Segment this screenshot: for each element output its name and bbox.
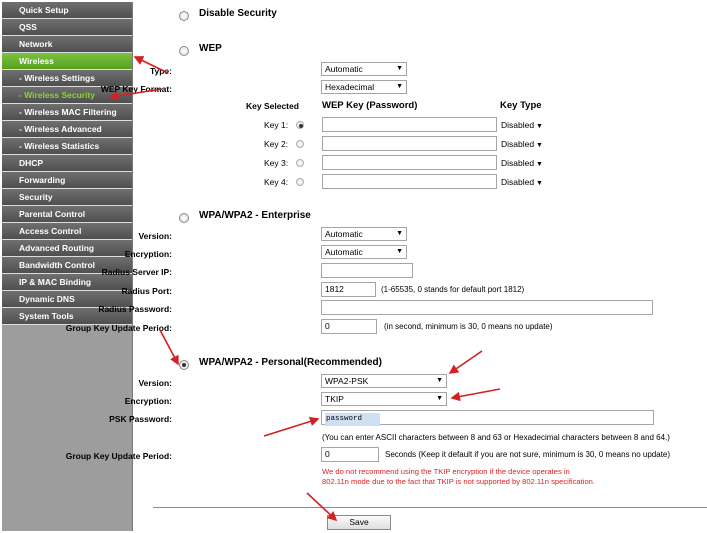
personal-encryption-select[interactable] — [321, 392, 447, 406]
sidebar-item-bandwidth-control[interactable]: Bandwidth Control — [2, 257, 132, 274]
wep-key-radio[interactable] — [296, 178, 304, 186]
wep-key-type-select[interactable] — [501, 139, 543, 149]
tkip-warning — [322, 467, 595, 487]
wep-key-label: Key 4: — [264, 177, 289, 187]
wep-format-label: WEP Key Format: — [100, 84, 172, 94]
sidebar-item-ip-mac-binding[interactable]: IP & MAC Binding — [2, 274, 132, 291]
ent-version-value: Automatic — [325, 229, 363, 239]
wep-type-label: Type: — [149, 66, 172, 76]
wep-key-radio[interactable] — [296, 140, 304, 148]
personal-version-label: Version: — [138, 378, 172, 388]
radius-port-label: Radius Port: — [121, 286, 172, 296]
wep-key-type-select[interactable] — [501, 177, 543, 187]
ent-gkup-input[interactable]: 0 — [321, 319, 377, 334]
enterprise-title: WPA/WPA2 - Enterprise — [199, 210, 311, 221]
ent-encryption-label: Encryption: — [124, 249, 172, 259]
dropdown-arrow-icon: ▼ — [534, 161, 543, 168]
wep-type-select[interactable] — [321, 62, 407, 76]
sidebar-item-wireless-mac-filtering[interactable]: - Wireless MAC Filtering — [2, 104, 132, 121]
tkip-warning-line-1: We do not recommend using the TKIP encryption if the device operates in — [322, 467, 570, 476]
disable-security-title: Disable Security — [199, 8, 277, 19]
psk-password-value: password — [325, 413, 380, 426]
personal-encryption-value: TKIP — [325, 394, 344, 404]
personal-version-select[interactable] — [321, 374, 447, 388]
sidebar-item-dhcp[interactable]: DHCP — [2, 155, 132, 172]
dropdown-arrow-icon: ▼ — [396, 65, 403, 72]
wep-format-value: Hexadecimal — [325, 82, 375, 92]
sidebar-item-access-control[interactable]: Access Control — [2, 223, 132, 240]
wep-key-type-value: Disabled — [501, 139, 535, 149]
personal-encryption-label: Encryption: — [124, 396, 172, 406]
sidebar-item-system-tools[interactable]: System Tools — [2, 308, 132, 325]
ent-gkup-label: Group Key Update Period: — [65, 323, 172, 333]
wep-key-label: Key 3: — [264, 158, 289, 168]
sidebar-item-quick-setup[interactable]: Quick Setup — [2, 2, 132, 19]
radius-ip-label: Radius Server IP: — [101, 267, 172, 277]
radius-ip-input[interactable] — [321, 263, 413, 278]
ent-gkup-note: (in second, minimum is 30, 0 means no update) — [384, 322, 553, 331]
wep-key-radio[interactable] — [296, 121, 304, 129]
wep-key-type-value: Disabled — [501, 158, 535, 168]
personal-gkup-input[interactable]: 0 — [321, 447, 379, 462]
wep-key-label: Key 1: — [264, 120, 289, 130]
sidebar-item-parental-control[interactable]: Parental Control — [2, 206, 132, 223]
personal-gkup-note: Seconds (Keep it default if you are not sure, minimum is 30, 0 means no update) — [385, 450, 671, 459]
personal-radio[interactable] — [179, 360, 189, 370]
wep-key-type-value: Disabled — [501, 177, 535, 187]
dropdown-arrow-icon: ▼ — [534, 142, 543, 149]
wep-key-input[interactable] — [322, 136, 497, 151]
dropdown-arrow-icon: ▼ — [534, 180, 543, 187]
wep-key-type-value: Disabled — [501, 120, 535, 130]
sidebar-item-network[interactable]: Network — [2, 36, 132, 53]
sidebar-item-dynamic-dns[interactable]: Dynamic DNS — [2, 291, 132, 308]
radius-password-label: Radius Password: — [98, 304, 172, 314]
dropdown-arrow-icon: ▼ — [534, 123, 543, 130]
sidebar-item-qss[interactable]: QSS — [2, 19, 132, 36]
ent-version-label: Version: — [138, 231, 172, 241]
sidebar-item-forwarding[interactable]: Forwarding — [2, 172, 132, 189]
sidebar-item-advanced-routing[interactable]: Advanced Routing — [2, 240, 132, 257]
dropdown-arrow-icon: ▼ — [396, 248, 403, 255]
dropdown-arrow-icon: ▼ — [436, 395, 443, 402]
wep-title: WEP — [199, 43, 222, 54]
radius-port-note: (1-65535, 0 stands for default port 1812) — [381, 285, 525, 294]
divider — [153, 507, 707, 508]
sidebar-item-wireless-advanced[interactable]: - Wireless Advanced — [2, 121, 132, 138]
sidebar-item-wireless-security[interactable]: - Wireless Security — [2, 87, 132, 104]
personal-gkup-label: Group Key Update Period: — [65, 451, 172, 461]
wep-key-type-select[interactable] — [501, 158, 543, 168]
col-key-selected: Key Selected — [246, 101, 299, 111]
sidebar-item-wireless[interactable]: Wireless — [2, 53, 132, 70]
psk-password-label: PSK Password: — [109, 414, 172, 424]
personal-title: WPA/WPA2 - Personal(Recommended) — [199, 357, 382, 368]
col-key-type: Key Type — [500, 100, 542, 111]
radius-port-input[interactable]: 1812 — [321, 282, 376, 297]
wep-key-type-select[interactable] — [501, 120, 543, 130]
wep-format-select[interactable] — [321, 80, 407, 94]
wep-key-input[interactable] — [322, 174, 497, 189]
wep-key-radio[interactable] — [296, 159, 304, 167]
wep-key-label: Key 2: — [264, 139, 289, 149]
ent-version-select[interactable] — [321, 227, 407, 241]
ent-encryption-select[interactable] — [321, 245, 407, 259]
ent-encryption-value: Automatic — [325, 247, 363, 257]
dropdown-arrow-icon: ▼ — [396, 230, 403, 237]
disable-security-radio[interactable] — [179, 11, 189, 21]
col-wep-key: WEP Key (Password) — [322, 100, 418, 111]
enterprise-radio[interactable] — [179, 213, 189, 223]
dropdown-arrow-icon: ▼ — [436, 377, 443, 384]
personal-version-value: WPA2-PSK — [325, 376, 369, 386]
wep-type-value: Automatic — [325, 64, 363, 74]
sidebar-item-wireless-settings[interactable]: - Wireless Settings — [2, 70, 132, 87]
radius-password-input[interactable] — [321, 300, 653, 315]
dropdown-arrow-icon: ▼ — [396, 83, 403, 90]
wep-radio[interactable] — [179, 46, 189, 56]
wep-key-input[interactable] — [322, 155, 497, 170]
tkip-warning-line-2: 802.11n mode due to the fact that TKIP is not supported by 802.11n specification. — [322, 477, 595, 486]
psk-note: (You can enter ASCII characters between 8 and 63 or Hexadecimal characters between 8 and 64.) — [322, 433, 670, 442]
sidebar-item-wireless-statistics[interactable]: - Wireless Statistics — [2, 138, 132, 155]
psk-password-input[interactable] — [321, 410, 654, 425]
wep-key-input[interactable] — [322, 117, 497, 132]
sidebar-item-security[interactable]: Security — [2, 189, 132, 206]
save-button[interactable]: Save — [327, 515, 391, 530]
